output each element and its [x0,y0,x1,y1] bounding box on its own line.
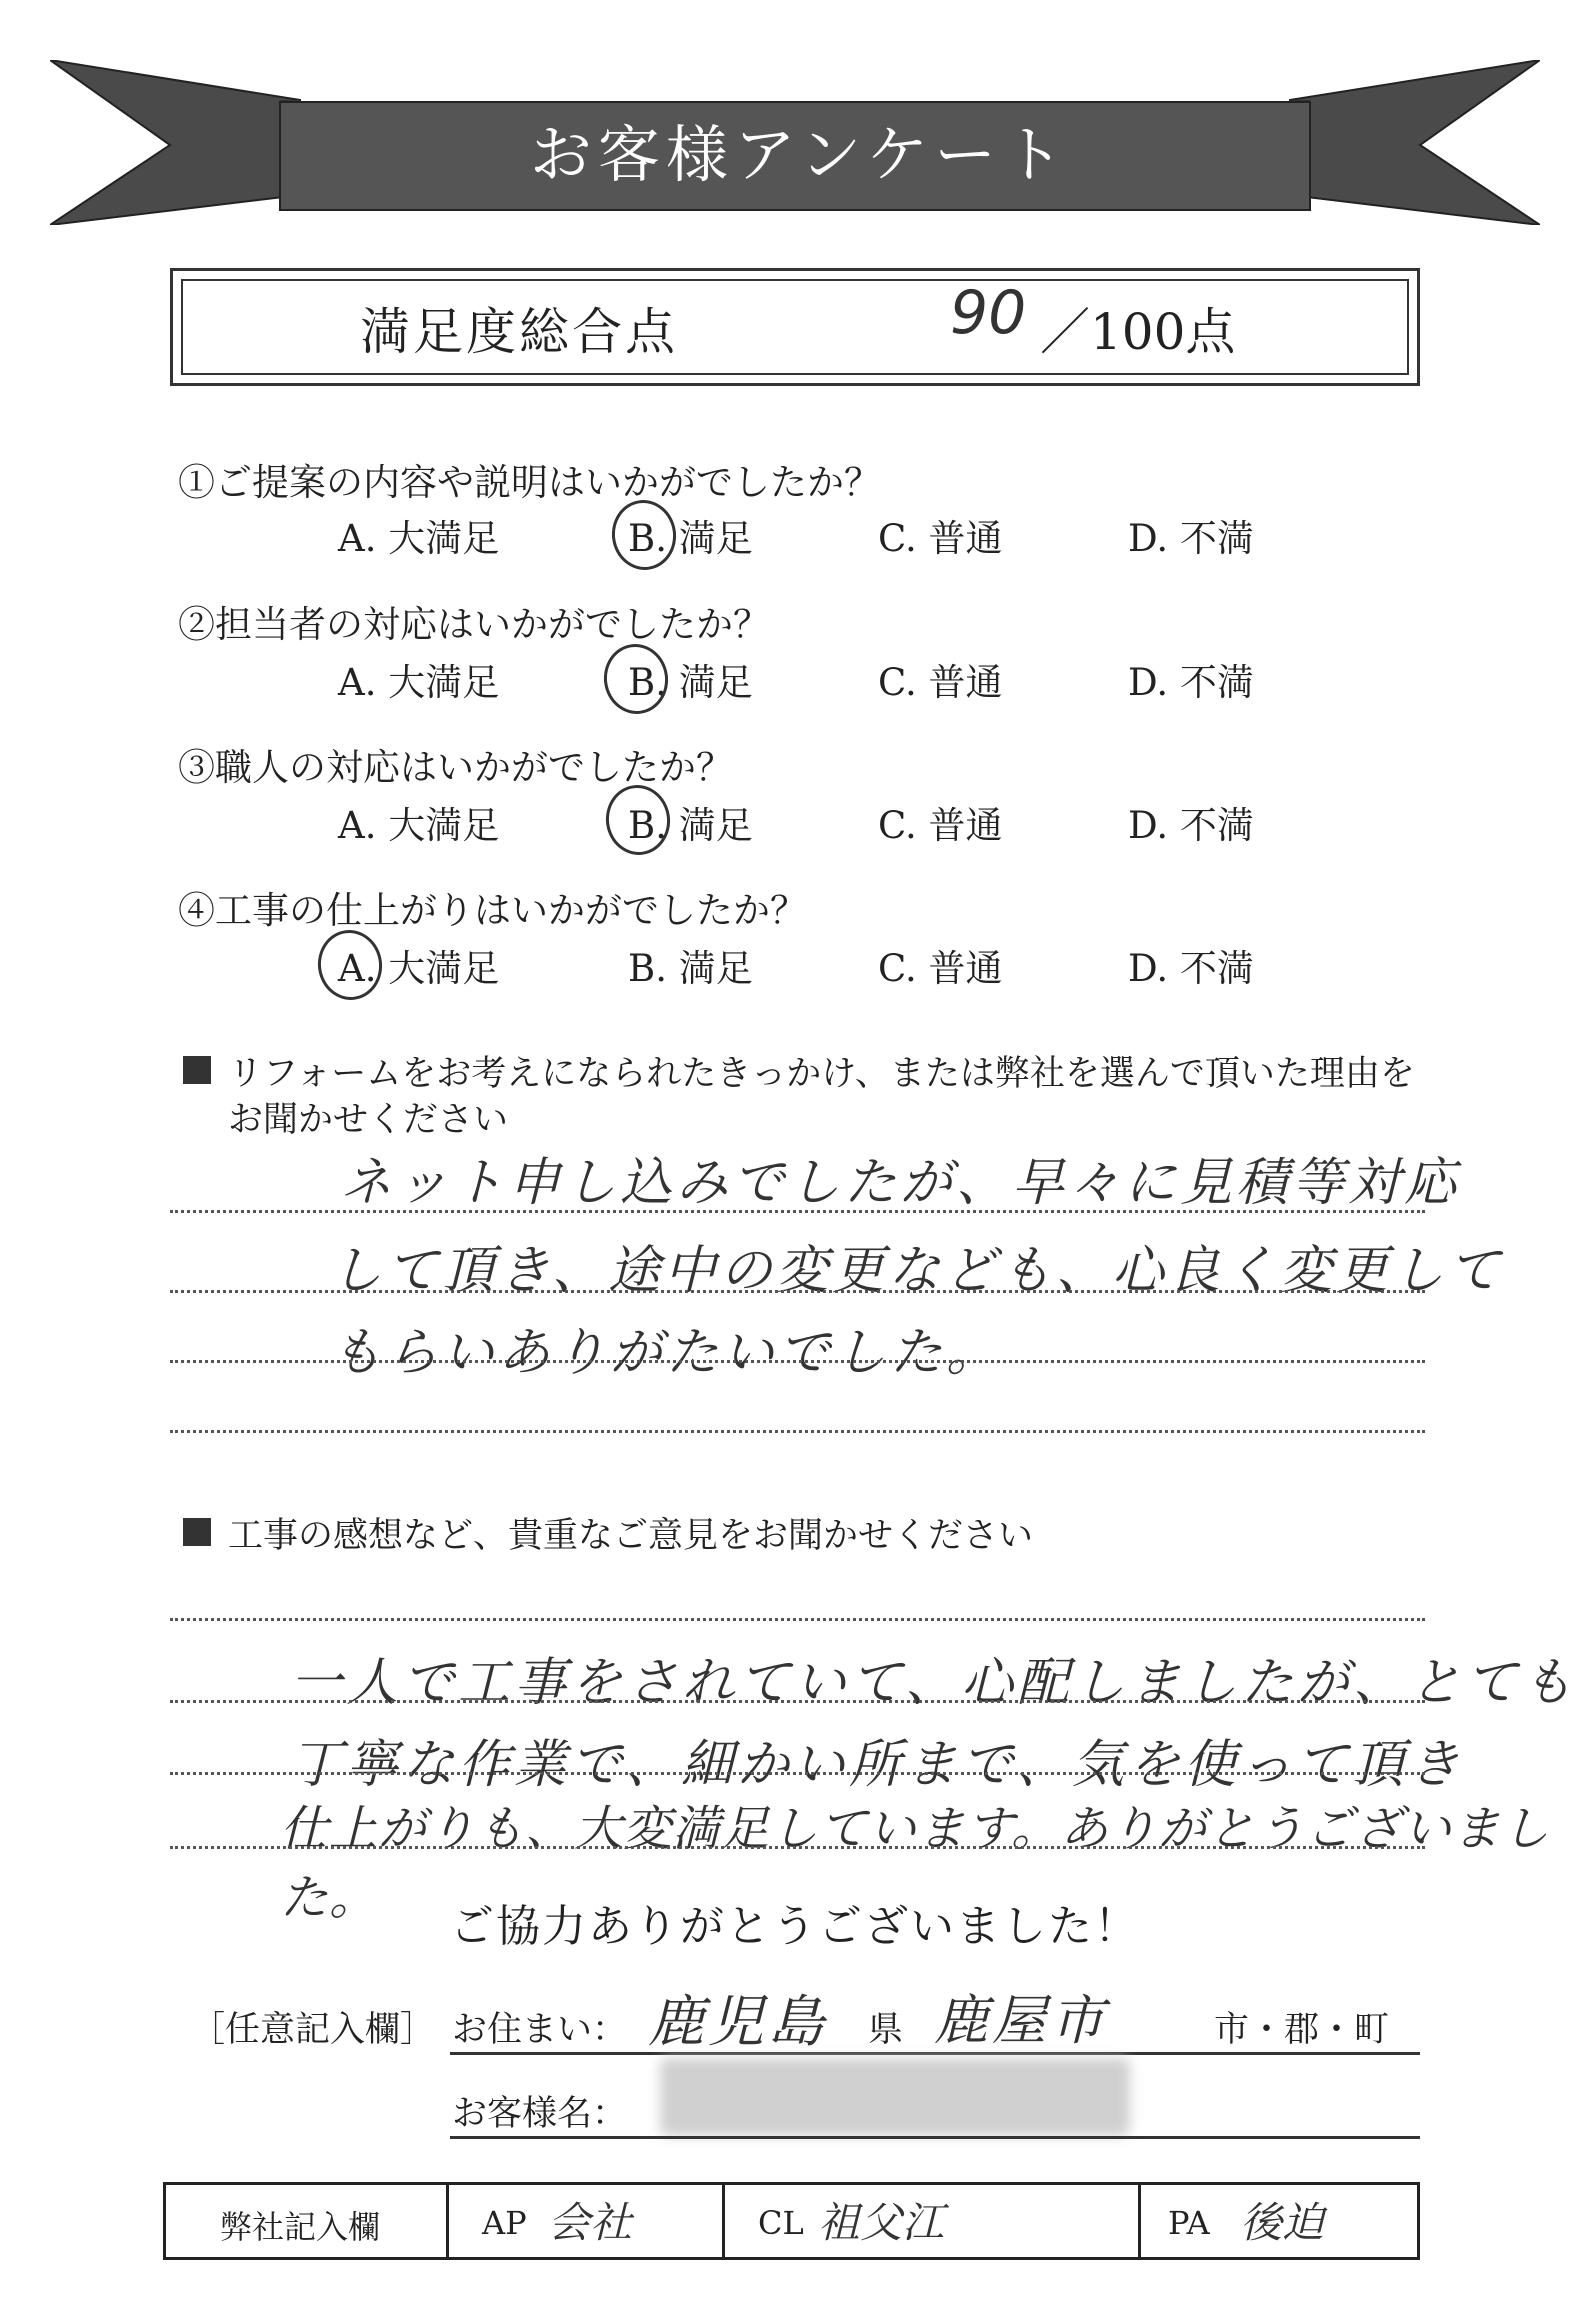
q1-choice-b[interactable]: B. 満足 [628,517,753,560]
prefecture-value[interactable]: 鹿児島 [648,1990,828,2055]
answer-line-divider [170,1210,1425,1213]
q4-choice-a[interactable]: A. 大満足 [338,947,500,990]
q2-choice-d[interactable]: D. 不満 [1128,661,1254,704]
question-2: ②担当者の対応はいかがでしたか？ [178,603,770,646]
q4-choice-d[interactable]: D. 不満 [1128,947,1254,990]
section-1-bullet [183,1056,211,1084]
answer-line-divider [170,1700,1425,1703]
q4-choice-c[interactable]: C. 普通 [878,947,1003,990]
section-2-bullet [183,1518,211,1546]
address-underline [450,2052,1420,2055]
answer-line-divider [170,1772,1425,1775]
table-divider [446,2182,449,2260]
optional-label: ［任意記入欄］ [190,2010,436,2050]
score-value[interactable]: 90 [950,278,1027,348]
pa-value[interactable]: 後迫 [1240,2198,1325,2247]
section-2-heading: 工事の感想など、貴重なご意見をお聞かせください [228,1516,1034,1556]
table-divider [722,2182,725,2260]
q2-choice-a[interactable]: A. 大満足 [338,661,500,704]
section-1-answer-line-2[interactable]: して頂き、途中の変更なども、心良く変更して [330,1241,1504,1301]
q3-choice-a[interactable]: A. 大満足 [338,804,500,847]
answer-line-divider [170,1618,1425,1621]
answer-line-divider [170,1360,1425,1363]
answer-line-divider [170,1846,1425,1849]
prefecture-suffix: 県 [868,2010,904,2050]
q1-choice-d[interactable]: D. 不満 [1128,517,1254,560]
ap-value[interactable]: 会社 [548,2198,633,2247]
address-label: お住まい： [452,2010,628,2050]
section-2-answer-line-1[interactable]: 一人で工事をされていて、心配しましたが、とても [290,1653,1577,1713]
thanks-message: ご協力ありがとうございました！ [450,1901,1140,1952]
score-max: ／100点 [1040,303,1236,361]
q2-choice-c[interactable]: C. 普通 [878,661,1003,704]
city-value[interactable]: 鹿屋市 [934,1989,1108,2052]
pa-label: PA [1168,2204,1210,2242]
answer-line-divider [170,1290,1425,1293]
office-use-label: 弊社記入欄 [220,2208,381,2246]
table-divider [1138,2182,1141,2260]
section-2-answer-line-3[interactable]: 仕上がりも、大変満足しています。ありがとうございました。 [280,1801,1551,1926]
section-1-answer-line-1[interactable]: ネット申し込みでしたが、早々に見積等対応 [340,1153,1461,1213]
q2-choice-b[interactable]: B. 満足 [628,661,753,704]
score-label: 満足度総合点 [360,303,678,361]
cl-label: CL [758,2204,804,2242]
q3-choice-b[interactable]: B. 満足 [628,804,753,847]
q3-choice-c[interactable]: C. 普通 [878,804,1003,847]
answer-line-divider [170,1430,1425,1433]
name-underline [450,2136,1420,2139]
section-2-answer-line-2[interactable]: 丁寧な作業で、細かい所まで、気を使って頂き [290,1735,1464,1795]
q4-choice-b[interactable]: B. 満足 [628,947,753,990]
page-title: お客様アンケート [529,118,1071,191]
question-1: ①ご提案の内容や説明はいかがでしたか？ [178,461,881,504]
question-4: ④工事の仕上がりはいかがでしたか？ [178,889,807,932]
section-1-heading-cont: お聞かせください [228,1100,509,1140]
name-label: お客様名： [452,2094,628,2134]
q1-choice-c[interactable]: C. 普通 [878,517,1003,560]
q1-choice-a[interactable]: A. 大満足 [338,517,500,560]
question-3: ③職人の対応はいかがでしたか？ [178,746,733,789]
ap-label: AP [482,2204,527,2242]
section-1-answer-line-3[interactable]: もらいありがたいでした。 [330,1323,1003,1383]
section-1-heading: リフォームをお考えになられたきっかけ、または弊社を選んで頂いた理由を [228,1054,1415,1094]
cl-value[interactable]: 祖父江 [818,2198,945,2247]
redacted-name [660,2058,1130,2136]
q3-choice-d[interactable]: D. 不満 [1128,804,1254,847]
city-suffix: 市・郡・町 [1214,2010,1390,2050]
